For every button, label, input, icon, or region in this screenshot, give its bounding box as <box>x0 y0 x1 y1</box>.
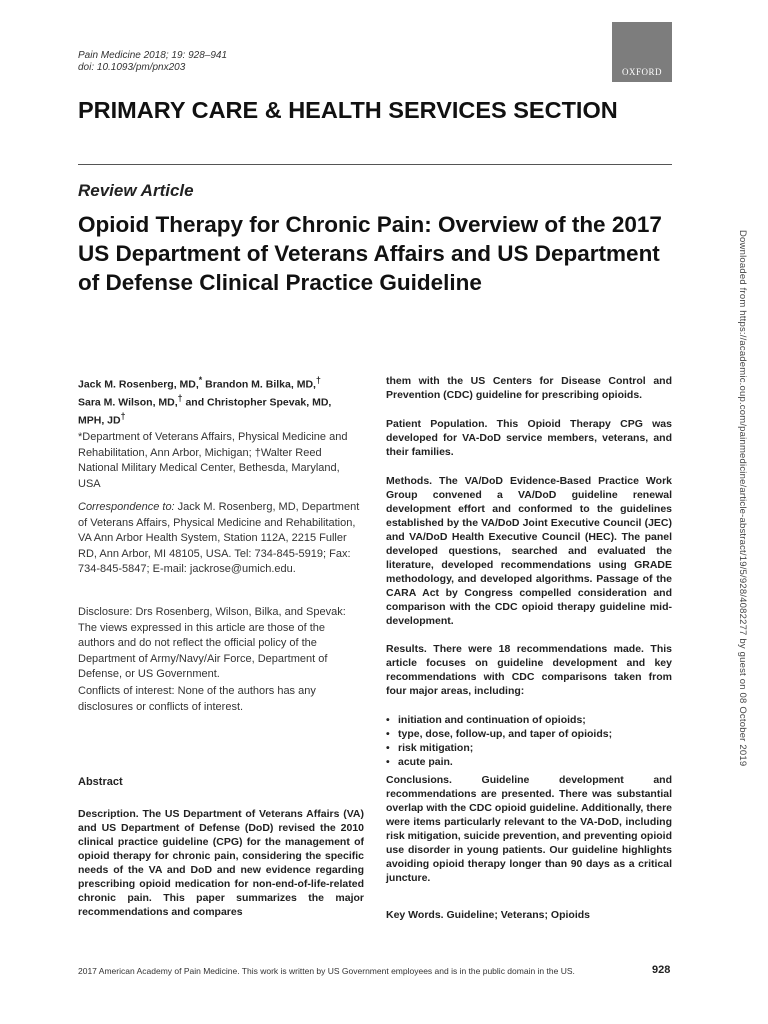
affiliations: *Department of Veterans Affairs, Physical Medicine and Rehabilitation, Ann Arbor, Michigan; †Walter Reed National Military Medical Center, Bethesda, Maryland, USA <box>78 431 348 490</box>
abstract-description-continued: them with the US Centers for Disease Control and Prevention (CDC) guideline for prescribing opioids. <box>386 375 672 401</box>
article-title: Opioid Therapy for Chronic Pain: Overview of the 2017 US Department of Veterans Affairs and US Department of Defense Clinical Practice Guideline <box>78 212 662 295</box>
affiliation-mark: † <box>315 375 321 385</box>
publisher-logo <box>612 22 672 82</box>
list-item: • type, dose, follow-up, and taper of opioids; <box>386 727 672 741</box>
abstract-patient-population: Patient Population. This Opioid Therapy CPG was developed for VA-DoD service members, veterans, and their families. <box>386 418 672 458</box>
list-item: • initiation and continuation of opioids; <box>386 713 672 727</box>
list-item: • risk mitigation; <box>386 741 672 755</box>
author-name: and Christopher Spevak, MD, <box>182 396 332 409</box>
key-words: Key Words. Guideline; Veterans; Opioids <box>386 909 591 921</box>
author-name: Brandon M. Bilka, MD, <box>202 378 316 391</box>
results-bullet-list <box>386 713 672 769</box>
author-name: Sara M. Wilson, MD, <box>78 396 178 409</box>
author-name: Jack M. Rosenberg, MD, <box>78 378 199 391</box>
correspondence <box>78 500 364 578</box>
correspondence-label: Correspondence to: <box>78 501 175 513</box>
conflicts-of-interest: Conflicts of interest: None of the authors has any disclosures or conflicts of interest. <box>78 685 316 713</box>
author-name: MPH, JD <box>78 414 121 427</box>
affiliation-mark: * <box>198 375 203 385</box>
copyright-footer: 2017 American Academy of Pain Medicine. This work is written by US Government employees and is in the public domain in the US. <box>78 966 575 976</box>
section-title: PRIMARY CARE & HEALTH SERVICES SECTION <box>78 97 618 123</box>
article-type: Review Article <box>78 181 194 200</box>
publisher-logo-text: OXFORD <box>621 67 662 77</box>
abstract-results: Results. There were 18 recommendations made. This article focuses on guideline development and key recommendations with CDC comparisons taken from four major areas, including: <box>386 643 672 697</box>
author-list <box>78 374 364 428</box>
abstract-description: Description. The US Department of Veterans Affairs (VA) and US Department of Defense (DoD) revised the 2010 clinical practice guideline (CPG) for the management of opioid therapy for chronic pain, considering the specific needs of the VA and DoD and new evidence regarding prescribing opioid medication for non-end-of-life-related chronic pain. This paper summarizes the major recommendations and compares <box>78 808 364 918</box>
disclosure: Disclosure: Drs Rosenberg, Wilson, Bilka, and Spevak: The views expressed in this article are those of the authors and do not reflect the official policy of the Department of Army/Navy/Air Force, Department of Defense, or US Government. <box>78 606 346 680</box>
journal-citation: Pain Medicine 2018; 19: 928–941 <box>78 50 228 61</box>
affiliation-mark: † <box>177 393 183 403</box>
page-number: 928 <box>652 964 671 976</box>
correspondence-text: Jack M. Rosenberg, MD, Department of Veterans Affairs, Physical Medicine and Rehabilitation, VA Ann Arbor Health System, Station 112A, 2215 Fuller RD, Ann Arbor, MI 48105, USA. Tel: 734-845-5919; Fax: 734-845-5847; E-mail: jackrose@umich.edu. <box>78 501 360 575</box>
journal-citation-block <box>78 50 227 74</box>
affiliation-mark: † <box>120 411 126 421</box>
download-watermark: Downloaded from https://academic.oup.com/painmedicine/article-abstract/19/5/928/4082277 by guest on 08 October 2019 <box>737 230 748 767</box>
doi-link[interactable]: doi: 10.1093/pm/pnx203 <box>78 62 186 73</box>
list-item: • acute pain. <box>386 755 672 769</box>
abstract-methods: Methods. The VA/DoD Evidence-Based Practice Work Group convened a VA/DoD guideline renewal development effort and conformed to the guidelines established by the VA/DoD Joint Executive Council (JEC) and VA/DoD Health Executive Council (HEC). The panel developed questions, searched and evaluated the literature, developed recommendations using GRADE methodology, and developed algorithms. Passage of the CARA Act by Congress compelled consideration and comparison with the CDC opioid therapy guideline mid-development. <box>386 475 672 627</box>
section-divider <box>78 164 672 165</box>
abstract-conclusions: Conclusions. Guideline development and recommendations are presented. There was substantial overlap with the CDC opioid guideline. Additionally, there were items particularly relevant to the VA-DoD, including risk mitigation, suicide prevention, and preventing opioid use disorder in young patients. Our guideline highlights avoiding opioid therapy longer than 90 days as a critical juncture. <box>386 774 672 884</box>
abstract-heading: Abstract <box>78 776 123 788</box>
